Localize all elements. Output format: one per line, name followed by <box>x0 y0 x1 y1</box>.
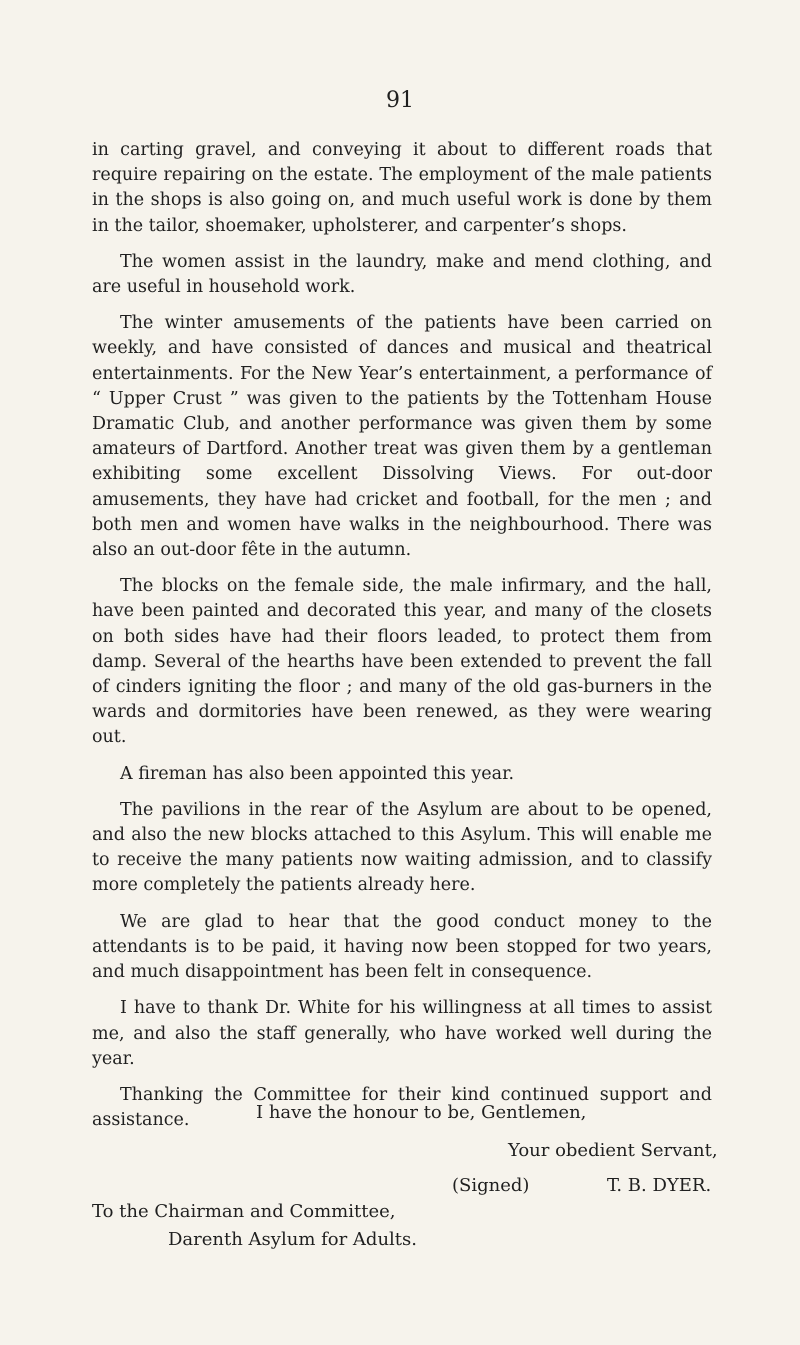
paragraph-conduct-money: We are glad to hear that the good conduct money to the attendants is to be paid, it having now been stopped for two years, and much disappointment has been felt in consequence. <box>92 911 712 983</box>
paragraph-amusements: The winter amusements of the patients have been carried on weekly, and have consisted of dances and musical and theatrical entertainments. For the New Year’s entertainment, a performance of “ Upper Crust ” was given to the patients by the Tottenham House Dramatic Club, and another performance was given them by some amateurs of Dartford. Another treat was given them by a gentleman exhibiting some excellent Dissolving Views. For out-door amusements, they have had cricket and football, for the men ; and both men and women have walks in the neighbourhood. There was also an out-door fête in the autumn. <box>92 313 712 561</box>
closing-honour: I have the honour to be, Gentlemen, <box>256 1102 587 1123</box>
page-number: 91 <box>386 88 414 113</box>
institution-name: Darenth Asylum for Adults. <box>168 1229 417 1250</box>
closing-signed-label: (Signed) <box>452 1175 530 1196</box>
report-body <box>92 138 712 1144</box>
paragraph-thanks-committee: Thanking the Committee for their kind continued support and assistance. <box>92 1084 712 1131</box>
paragraph-thanks-staff: I have to thank Dr. White for his willingness at all times to assist me, and also the staff generally, who have worked well during the year. <box>92 998 712 1069</box>
closing-servant: Your obedient Servant, <box>508 1140 718 1161</box>
paragraph-fireman: A fireman has also been appointed this year. <box>120 763 515 784</box>
paragraph-repairs: The blocks on the female side, the male infirmary, and the hall, have been painted and decorated this year, and many of the closets on both sides have had their floors leaded, to protect them from damp. Several of the hearths have been extended to prevent the fall of cinders igniting the floor ; and many of the old gas-burners in the wards and dormitories have been renewed, as they were wearing out. <box>92 576 712 748</box>
paragraph-women-work: The women assist in the laundry, make and mend clothing, and are useful in household work. <box>92 251 712 298</box>
paragraph-pavilions: The pavilions in the rear of the Asylum are about to be opened, and also the new blocks attached to this Asylum. This will enable me to receive the many patients now waiting admission, and to classify more completely the patients already here. <box>92 799 712 896</box>
addressee: To the Chairman and Committee, <box>92 1201 396 1222</box>
signer-name: T. B. DYER. <box>607 1175 712 1196</box>
paragraph-continuation: in carting gravel, and conveying it about to different roads that require repairing on the estate. The employment of the male patients in the shops is also going on, and much useful work is done by them in the tailor, shoemaker, upholsterer, and carpenter’s shops. <box>92 140 712 236</box>
